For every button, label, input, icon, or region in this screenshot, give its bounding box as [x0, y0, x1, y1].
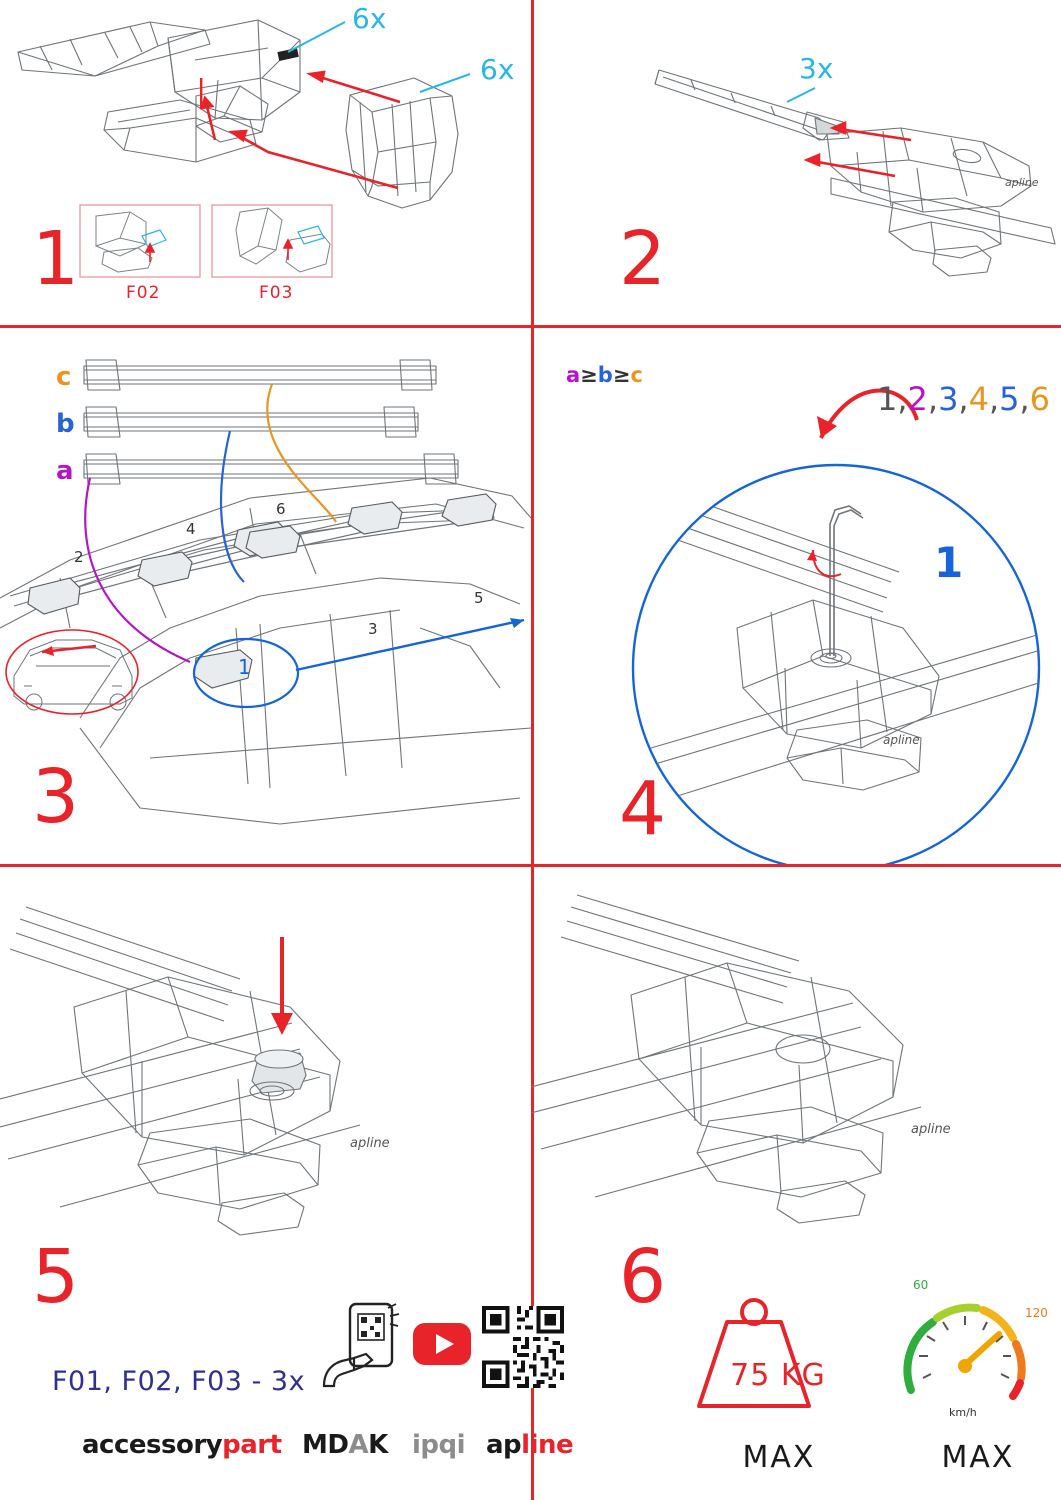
panel-step-4	[531, 328, 1061, 864]
brand-ipqi: ipqi	[412, 1430, 466, 1460]
qty-label-3x: 3x	[799, 52, 834, 85]
qty-label-6x-a: 6x	[352, 2, 387, 35]
bar-letter-b: b	[56, 409, 75, 439]
speed-limit-icon	[893, 1286, 1043, 1416]
panel-step-2	[531, 0, 1061, 325]
position-marker-3: 3	[368, 620, 378, 638]
step-number-6: 6	[619, 1234, 667, 1320]
step-4-callout-1: 1	[934, 538, 964, 587]
footer-parts-list: F01, F02, F03 - 3x	[52, 1366, 306, 1397]
step-6-illustration	[531, 867, 1061, 1247]
step-number-5: 5	[32, 1234, 80, 1320]
svg-text:apline: apline	[350, 1136, 390, 1151]
qty-label-6x-b: 6x	[480, 53, 515, 86]
brand-mdak: MDAK	[302, 1430, 388, 1460]
step-3-illustration	[0, 328, 531, 864]
panel-step-1	[0, 0, 531, 325]
weight-limit-icon	[689, 1292, 819, 1412]
step-1-illustration	[0, 0, 531, 325]
footer-right	[531, 1250, 1061, 1500]
brand-apline: apline	[486, 1430, 574, 1460]
step-2-illustration	[531, 0, 1061, 325]
brand-accessorypart: accessorypart	[82, 1430, 282, 1460]
part-label-f02: F02	[126, 283, 161, 303]
weight-limit-value: 75 KG	[730, 1358, 826, 1393]
position-marker-2: 2	[74, 548, 84, 566]
speed-tick-60: 60	[913, 1278, 929, 1292]
position-marker-4: 4	[186, 520, 196, 538]
panel-step-3	[0, 328, 531, 864]
speed-tick-120: 120	[1025, 1306, 1048, 1320]
bar-length-formula: a≥b≥c	[566, 363, 643, 387]
position-marker-5: 5	[474, 589, 484, 607]
speed-limit-caption: MAX	[941, 1440, 1015, 1475]
step-5-illustration	[0, 867, 531, 1247]
svg-text:apline: apline	[911, 1122, 951, 1137]
part-label-f03: F03	[259, 283, 294, 303]
bar-letter-c: c	[56, 362, 72, 392]
svg-text:apline: apline	[883, 733, 920, 747]
step-number-2: 2	[619, 216, 667, 302]
footer-left	[0, 1250, 574, 1500]
step-number-3: 3	[32, 754, 80, 840]
phone-scan-icon[interactable]	[320, 1302, 402, 1388]
panel-step-5	[0, 867, 531, 1320]
bar-letter-a: a	[56, 456, 74, 486]
weight-limit-caption: MAX	[742, 1440, 816, 1475]
position-marker-6: 6	[276, 500, 286, 518]
youtube-icon[interactable]	[412, 1322, 472, 1366]
svg-text:apline: apline	[1005, 176, 1039, 189]
step-number-4: 4	[619, 766, 667, 852]
step-number-1: 1	[32, 216, 80, 302]
bar-order-text: 1,2,3,4,5,6	[877, 380, 1051, 418]
speed-unit-label: km/h	[949, 1406, 977, 1419]
position-marker-1: 1	[238, 655, 251, 679]
